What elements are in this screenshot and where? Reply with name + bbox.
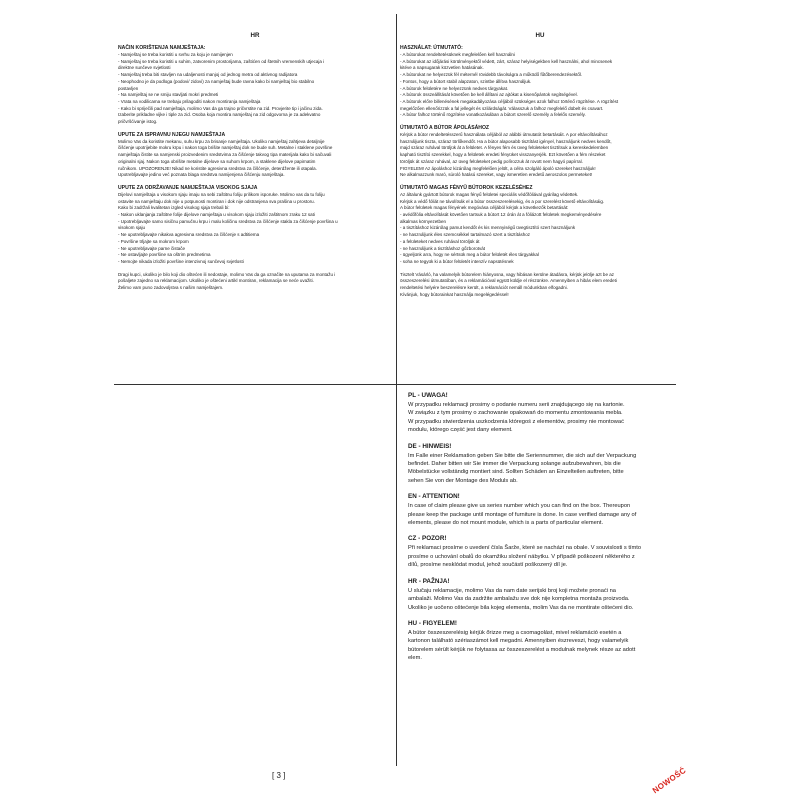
- text-line: - A bútorokat az időjárási körülményektől védett, zárt, száraz helyiségekben kell használni, ahol mincsenek: [400, 58, 613, 64]
- text-line: direktne sunčeve svjetlosti: [118, 65, 171, 71]
- section-gap: [408, 527, 678, 535]
- column-header: HR: [250, 32, 260, 39]
- text-line: W przypadku stwierdzenia uszkodzenia któregoś z elementów, prosimy nie montować: [408, 418, 624, 425]
- text-line: postavljen: [118, 85, 139, 91]
- text-line: Želimo vam puno zadovoljstva s našim namještajem.: [118, 285, 224, 291]
- text-line: majd száraz ruhával töröljük át a felületet. A fényes fém és üveg felületeket tisztítsuk a kereskedelemben: [400, 145, 609, 151]
- text-line: - Fontos, hogy a bútort stabil alapzaton, szintbe állítva használjuk.: [400, 78, 532, 84]
- text-line: bútorelem sérült kérjük ne folytassa az összeszerelést a modulnak melynek része az adott: [408, 646, 636, 653]
- text-line: visokom sjaju: [118, 225, 146, 231]
- text-line: Kako bi zadržali kvalitetan izgled visokog sjaja trebali bi:: [118, 205, 230, 211]
- text-line: Kívánjuk, hogy bútorainkat használja megelégedéssel!: [400, 291, 509, 297]
- text-line: A bútor összeszerelésig kérjük őrizze meg a csomagolást, mivel reklamáció esetén a: [408, 629, 622, 636]
- text-line: - A bútorok összeállítását követően be kell állítani az ajtókat a kisenőpántok segítségével.: [400, 92, 578, 98]
- text-line: megelőzően ellenőrizzük a fal jellegét és szilárdságát. Válasszuk a falhoz megfelelő dübelt és csavart.: [400, 105, 604, 111]
- text-line: kartonon található szériaszámot kell megadni. Amennyiben észreveszi, hogy valamelyik: [408, 638, 629, 645]
- text-line: - Vrata na vodilicama se trebaju prilagoditi nakon montiranja namještaja: [118, 98, 261, 104]
- text-line: - A bútorokat ne helyezzük fél méternél rövidebb távolságra a működő fűtőberendezésektől.: [400, 72, 583, 78]
- text-line: ručnikom. UPOZORENJE! Nikad ne koristite agresivna sredstva za čišćenje, deterdžente ili otapala.: [118, 165, 317, 171]
- text-line: W przypadku reklamacji prosimy o podanie numeru serii znajdującego się na kartonie.: [408, 402, 625, 408]
- text-line: befindet. Daher bitten wir Sie immer die Verpackung solange aufzubewahren, bis die: [408, 461, 621, 468]
- text-line: U slučaju reklamacije, molimo Vas da nam date serijski broj koji možete pronaći na: [408, 587, 616, 594]
- section-title: ÚTMUTATÓ MAGAS FÉNYŰ BÚTOROK KEZELÉSÉHEZ: [400, 184, 533, 191]
- text-line: - Površine trljajte sa mokrom krpom: [118, 238, 189, 244]
- page-number: [ 3 ]: [272, 771, 286, 780]
- text-line: pričvršćivanje istog.: [118, 119, 158, 125]
- section-gap: [408, 663, 678, 671]
- text-line: W związku z tym prosimy o zachowanie opakowań do momentu zmontowania mebla.: [408, 410, 623, 417]
- section-title: PL - UWAGA!: [408, 392, 448, 399]
- text-line: - Namještaj se treba koristiti u suhim, zatvorenim prostorijama, zaštićen od štetnih vremenskih utjecaja i: [118, 58, 325, 64]
- section-title: UPUTE ZA ISPRAVNU NJEGU NAMJEŠTAJA: [118, 131, 226, 138]
- section-title: DE - HINWEIS!: [408, 442, 452, 450]
- section-title: HASZNÁLAT: ÚTMUTATÓ:: [400, 45, 463, 51]
- section-title: NAČIN KORIŠTENJA NAMJEŠTAJA:: [118, 45, 206, 51]
- text-line: - Ne ostavljajte površine sa oštrim predmetima: [118, 252, 211, 258]
- text-line: - a tisztításhoz kizárólag pamut kendőt és kis mennyiségű üvegtisztító szert használjunk: [400, 225, 576, 231]
- text-line: prosíme o uchování obalů do okamžiku složení nábytku. V případě poškození některého z: [408, 553, 635, 560]
- text-line: Molimo Vas da koristite mekanu, suhu krpu za brisanje namještaja. Ukoliko namještaj zahtjeva detaljnije: [118, 138, 325, 144]
- text-line: - soha ne tegyük ki a bútor felületét intenzív napsütésnek: [400, 258, 514, 264]
- text-line: Az általunk gyártott bútorok magas fényű felületei speciális védőfóliával gyárilag védettek.: [400, 191, 579, 197]
- text-line: namještaja čistite sa namjenski proizvedenim sredstvima za čišćenje takvog tipa materijala kako bi sačuvali: [118, 152, 332, 158]
- text-line: - ügyeljünk arra, hogy ne sértsük meg a bútor felületét éles tárgyakkal: [400, 252, 539, 258]
- text-line: - a felületeket nedves ruhával töröljük át: [400, 238, 480, 244]
- page-number-value: 3: [276, 771, 281, 780]
- text-line: Ne alkalmazzunk maró, súroló hatású szereket, vagy ismeretlen eredetű aeroszolos permeteket!: [400, 172, 593, 178]
- text-line: - Ne upotrebljavajte parne čistače: [118, 245, 186, 251]
- text-line: modułu, którego część jest dany element.: [408, 427, 513, 434]
- column-header: HU: [535, 32, 545, 39]
- text-line: please keep the package until montage of furniture is done. In case verified damage any of: [408, 511, 637, 518]
- hr-care-instructions: [118, 28, 392, 380]
- section-title: UPUTE ZA ODRŽAVANJE NAMJEŠTAJA VISOKOG SJAJA: [118, 184, 258, 191]
- text-line: Ukoliko je uočeno oštećenje bila kojeg elementa, molim Vas da ne montirate oštećeni dio.: [408, 604, 634, 611]
- text-line: Dijelovi namještaja u visokom sjaju imaju na sebi zaštitnu foliju prilikom isporuke. Molimo vas da tu foliju: [118, 191, 325, 197]
- new-stamp: NOWOŚĆ: [650, 765, 688, 796]
- text-line: čišćenje upotrijebite mokru krpu i nakon toga brišite namještaj dok ne bude suh. Metalne i staklene površine: [118, 145, 333, 151]
- text-line: rendeltetési helyére beszerelésre került, a reklamációt nemáll módunkban elfogadni.: [400, 285, 568, 291]
- section-gap: [118, 292, 392, 298]
- text-line: Im Falle einer Reklamation geben Sie bitte die Seriennummer, die sich auf der Verpackung: [408, 452, 637, 459]
- text-line: - A bútorok felületére ne helyezzünk nedves tárgyakat.: [400, 85, 509, 91]
- text-line: alkalmas környezetben: [400, 218, 447, 224]
- section-gap: [400, 299, 680, 305]
- text-line: sehen Sie von der Montage des Moduls ab.: [408, 477, 518, 484]
- section-title: HR - PAŽNJA!: [408, 577, 450, 585]
- text-line: - Namještaj treba biti stavljen na udaljenosti manjoj od jednog metra od aktivnog radijatora: [118, 72, 298, 78]
- text-line: - A bútorok előre billenésének megakadályozása céljából szükséges azok falhoz történő rögzítése. A rögzítést: [400, 98, 619, 104]
- text-line: - Na namještaj se ne smiju stavljati mokri predmeti: [118, 92, 219, 98]
- horizontal-divider: [114, 384, 676, 385]
- text-line: töröljük át száraz ruhával, az üveg felületeket pedig polírozzuk át rovott nem hagyó papírral.: [400, 158, 583, 164]
- section-title: CZ - POZOR!: [408, 535, 447, 543]
- text-line: Kérjük a védő fóliát ne távolítsák el a bútor összeszerelésekig, és a por szerelést követő eltávolításáig.: [400, 198, 605, 204]
- text-line: originalni sjaj. Nakon toga obrišite metalne dijelove sa suhom krpom, a staklene dijelove papirnatim: [118, 158, 316, 164]
- text-line: Při reklamaci prosíme o uvedení čísla Šarže, které se nachází na obale. V souvislosti s tímto: [408, 545, 641, 552]
- text-line: - avédőfólia eltávolítását követően tartsuk a bútort 12 órán át a fóliázott felületek megkeményedésére: [400, 212, 602, 218]
- text-line: kapható tisztító szerekkel, hogy a felületek eredeti fényüket visszanyerjék. Ezt követően a fém részeket: [400, 152, 606, 158]
- text-line: Izaberite prikladne vijke i tiple za zid. Osoba koja montira namještaj na zid odgovorna je za adekvatno: [118, 112, 321, 118]
- text-line: - Upotrebljavajte samo sisičnu pamučnu krpu i malu količinu sredstva za čišćenje stakla za čišćenje površina u: [118, 218, 338, 224]
- text-line: pošaljete zajedno sa reklamacijom. Ukoliko je oštećeni artikl montiran, reklamacija se neće uvažiti.: [118, 278, 314, 284]
- text-line: A bútor felületek magas fényének megóvása céljából kérjük a következők betartását:: [400, 205, 569, 211]
- section-gap: [408, 435, 678, 443]
- text-line: Tisztelt Vásárló, ha valamelyik bútorelem hiányosna, vagy hibásan kerülne átadásra, kérjük jelölje azt be az: [400, 271, 614, 277]
- text-line: In case of claim please give us series number which you can find on the box. Thereupon: [408, 503, 631, 510]
- text-line: - Nemojte nikada izložiti površine intenzivnoj sunčevoj svjetlosti: [118, 258, 244, 264]
- text-line: kitéve a napsugarak közvetlen hatásának.: [400, 65, 484, 71]
- text-line: ambalaži. Molimo Vas da zadržite ambalažu sve dok nije kompletna montaža proizvoda.: [408, 596, 630, 603]
- text-line: Dragi kupci, ukoliko je bilo koji dio oštećen ili nedostaje, molimo Vas da ga označite na uputama za montažu i: [118, 271, 336, 277]
- text-line: - ne használjunk éles szemcsékkel tartalmazó szert a tisztításhoz: [400, 232, 531, 238]
- text-line: összeszerelési útmutatóban, és a reklamációval együtt küldje el részünkre. Amennyiben a hibás elem eredeti: [400, 278, 617, 284]
- text-line: - Nakon uklanjanja zaštitne folije dijelove namještaja u visokom sjaju izložiti zaštitnom zraku 12 sati: [118, 212, 315, 218]
- text-line: - A bútor falhoz történő rögzítése vonatkozásában a bútort szerelő személy a felelős személy.: [400, 112, 586, 118]
- text-line: elem.: [408, 655, 422, 662]
- vertical-divider: [396, 14, 397, 766]
- text-line: - Kako bi spriječili pad namještaja, molimo Vas da ga trajno pričvrstite na zid. Provjerite tip i jačinu zida.: [118, 105, 323, 111]
- section-title: EN - ATTENTION!: [408, 493, 460, 501]
- text-line: Möbelstücke vollständig montiert sind. Sollten Schäden an Einzelteilen auftreten, bitte: [408, 469, 624, 476]
- text-line: Upotrebljavajte jedino već poznata blaga sredstva namijenjena čišćenju namještaja.: [118, 172, 285, 178]
- text-line: dílů, prosíme nesklódat modul, jehož součástí poškozený díl je.: [408, 562, 568, 569]
- text-line: Kérjük a bútor rendeltetésszerű használata céljából az alábbi útmutatót betartásáit. A por eltávolításához: [400, 132, 608, 138]
- section-title: ÚTMUTATÓ A BÚTOR ÁPOLÁSÁHOZ: [400, 125, 490, 132]
- text-line: - Neophodno je da podloga (podovi/ zidovi) za namještaj bude ravna kako bi namještaj bio stabilno: [118, 78, 315, 84]
- text-line: elements, please do not mount module, which is a parts of particular element.: [408, 520, 604, 527]
- text-line: - Ne upotrebljavajte nikakva agresivna sredstva za čišćenje s adtitiema: [118, 232, 260, 238]
- hu-care-instructions: [400, 28, 680, 380]
- section-title: HU - FIGYELEM!: [408, 619, 457, 627]
- section-gap: [408, 612, 678, 620]
- claim-notices: [408, 392, 678, 732]
- text-line: - ne használjunk a tisztításhoz gőzborotvát: [400, 245, 486, 251]
- text-line: - Namještaj se treba koristiti u svrhu za koju je namijenjen: [118, 52, 233, 57]
- section-gap: [408, 570, 678, 578]
- text-line: FIGYELEM! Az ápoláshoz kizárólag megfelelően jelölt, a célra szolgáló ápoló szereket használjuk!: [400, 165, 596, 171]
- text-line: ostavite na namještaju dok nije u potpunosti montiran i dok nije odstranjena sva prašina u prostoru.: [118, 198, 315, 204]
- text-line: használjunk tiszta, száraz törlőkendőt. Ha a bútor alaposabb tisztítást igényel, használjunk nedves kendőt,: [400, 138, 612, 144]
- text-line: - A bútorokat rendeltetésüknek megfelelően kell használni: [400, 52, 515, 57]
- section-gap: [408, 485, 678, 493]
